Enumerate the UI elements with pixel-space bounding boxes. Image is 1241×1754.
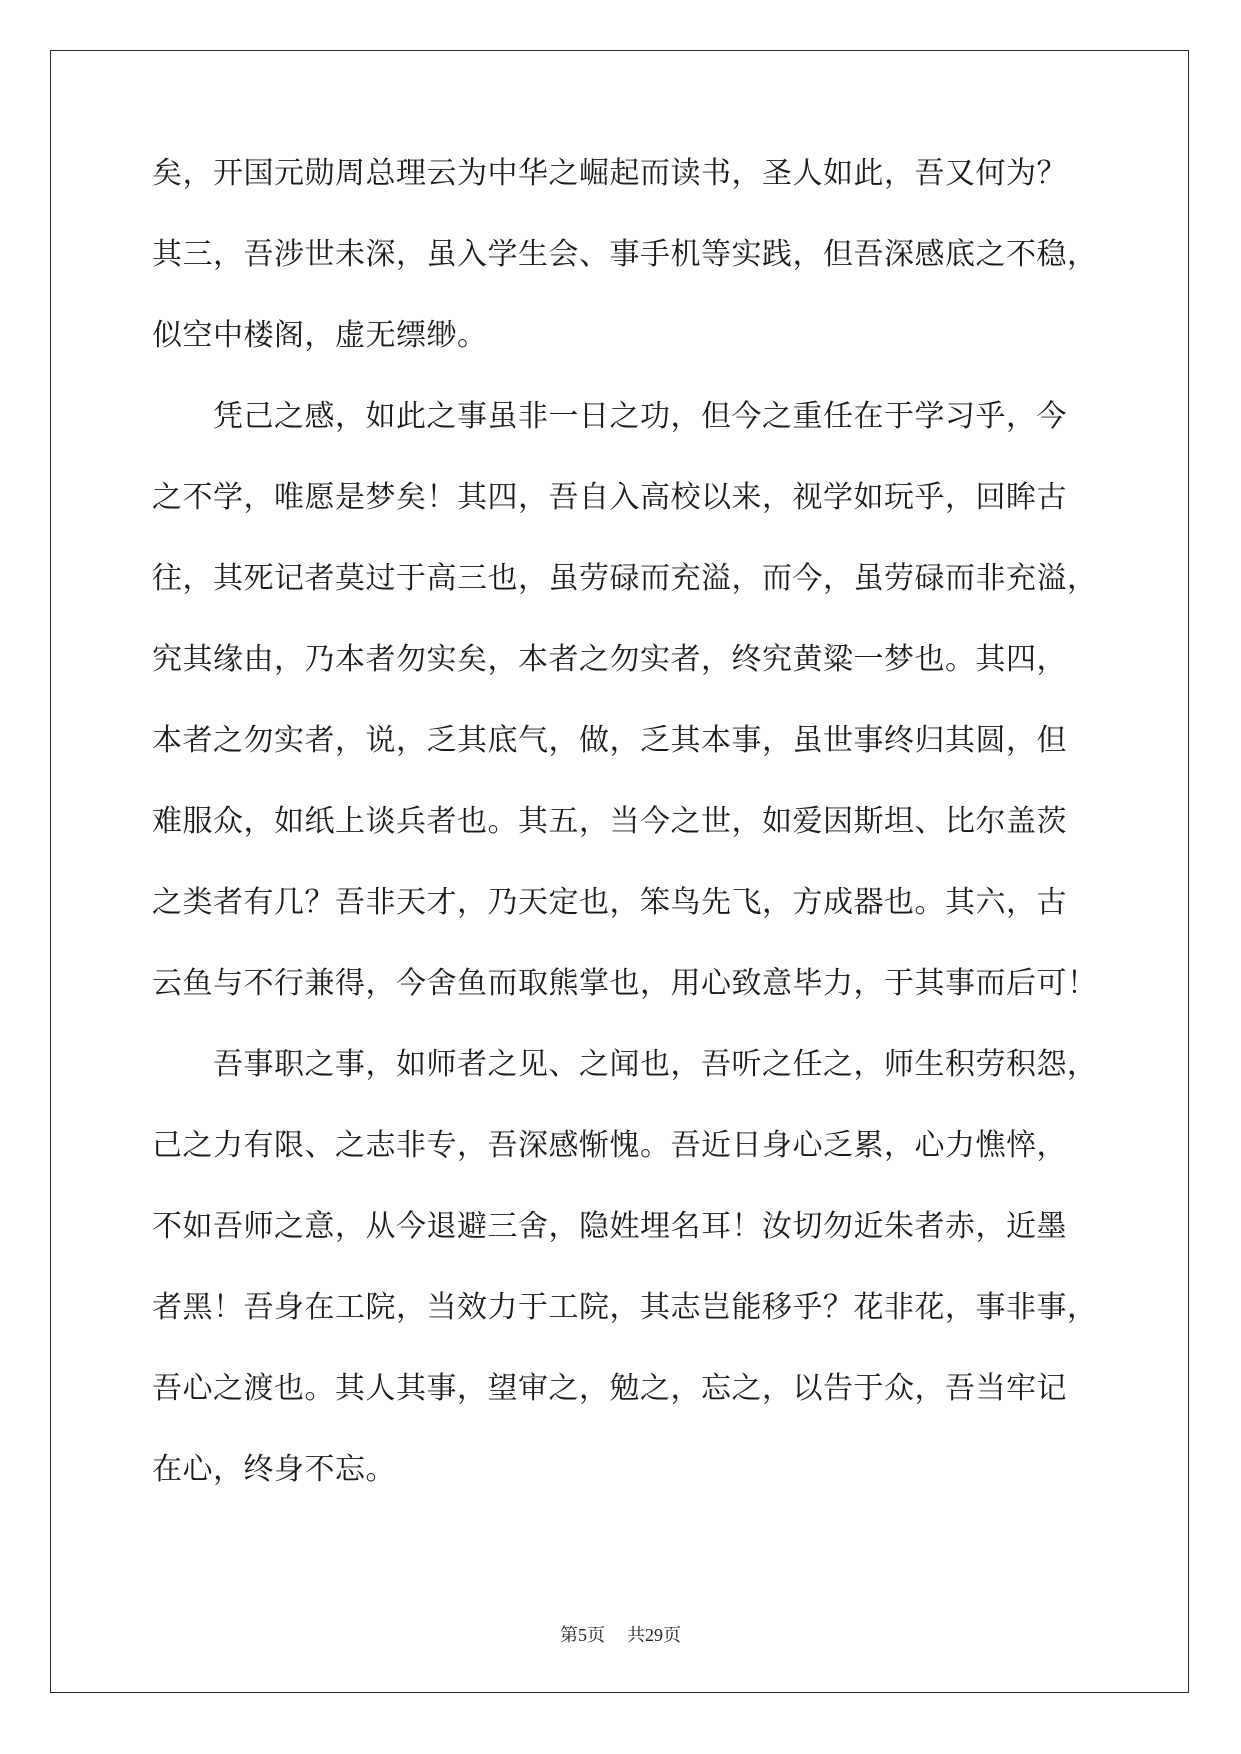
text-line: 本者之勿实者，说，乏其底气，做，乏其本事，虽世事终归其圆，但 xyxy=(152,723,1067,758)
text-line: 之不学，唯愿是梦矣！其四，吾自入高校以来，视学如玩乎，回眸古 xyxy=(152,480,1067,515)
document-body xyxy=(152,156,1098,1536)
text-line: 不如吾师之意，从今退避三舍，隐姓埋名耳！汝切勿近朱者赤，近墨 xyxy=(152,1209,1067,1244)
page-footer xyxy=(0,1624,1241,1647)
text-line: 矣，开国元勋周总理云为中华之崛起而读书，圣人如此，吾又何为？ xyxy=(152,156,1067,191)
page-suffix: 页 xyxy=(587,1625,605,1646)
text-line: 吾心之渡也。其人其事，望审之，勉之，忘之，以告于众，吾当牢记 xyxy=(152,1371,1067,1406)
paragraph-start-line: 凭己之感，如此之事虽非一日之功，但今之重任在于学习乎，今 xyxy=(152,399,1067,434)
page-number: 5 xyxy=(578,1625,587,1645)
text-line: 在心，终身不忘。 xyxy=(152,1452,396,1487)
total-suffix: 页 xyxy=(663,1625,681,1646)
text-line: 之类者有几？吾非天才，乃天定也，笨鸟先飞，方成器也。其六，古 xyxy=(152,885,1067,920)
text-line: 究其缘由，乃本者勿实矣，本者之勿实者，终究黄粱一梦也。其四， xyxy=(152,642,1067,677)
text-line: 似空中楼阁，虚无缥缈。 xyxy=(152,318,488,353)
page-prefix: 第 xyxy=(560,1625,578,1646)
text-line: 者黑！吾身在工院，当效力于工院，其志岂能移乎？花非花，事非事， xyxy=(152,1290,1098,1325)
text-line: 往，其死记者莫过于高三也，虽劳碌而充溢，而今，虽劳碌而非充溢， xyxy=(152,561,1098,596)
total-pages: 29 xyxy=(645,1625,663,1645)
paragraph-start-line: 吾事职之事，如师者之见、之闻也，吾听之任之，师生积劳积怨， xyxy=(152,1047,1098,1082)
text-line: 云鱼与不行兼得，今舍鱼而取熊掌也，用心致意毕力，于其事而后可！ xyxy=(152,966,1098,1001)
text-line: 其三，吾涉世未深，虽入学生会、事手机等实践，但吾深感底之不稳， xyxy=(152,237,1098,272)
text-line: 己之力有限、之志非专，吾深感惭愧。吾近日身心乏累，心力憔悴， xyxy=(152,1128,1067,1163)
text-line: 难服众，如纸上谈兵者也。其五，当今之世，如爱因斯坦、比尔盖茨 xyxy=(152,804,1067,839)
total-prefix: 共 xyxy=(627,1625,645,1646)
